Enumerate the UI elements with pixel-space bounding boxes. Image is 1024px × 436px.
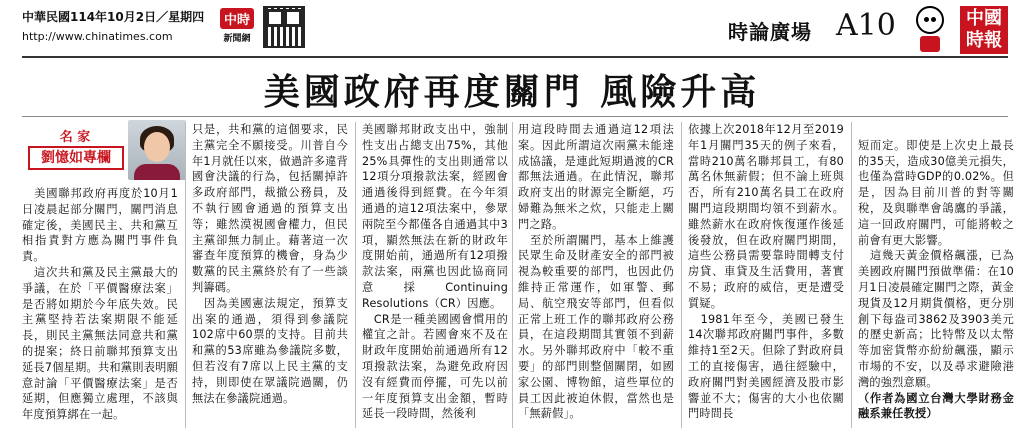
column-6-text: 短而定。即使是上次史上最長的35天，造成30億美元損失，也僅為當時GDP的0.02%。但是，因為目前川普的對等關稅，及與聯準會鴿鷹的爭議，這一回政府關門，可能將較之前會有更大影響。 這幾天黃金價格飆漲，已為美國政府關門預做準備：在10月1日凌晨確定關門之際，黃金現貨及12月期貨價格，更分別創下每盎司3862及3903美元的歷史新高；比特幣及以太幣等加密貨幣亦紛紛飆漲，顯示市場的不安，以及尋求避險港灣的強烈意願。 <box>858 138 1014 389</box>
publication-date: 中華民國114年10月2日／星期四 <box>22 10 205 24</box>
newspaper-logo: 中國時報 <box>960 6 1008 54</box>
article-column-2: 只是，共和黨的這個要求，民主黨完全不願接受。川普自今年1月就任以來，做過許多違背國會決議的行為，包括關掉許多政府部門，裁撤公務員，及不執行國會通過的預算支出等；雖然漠視國會權力，但民主黨卻無力制止。藉著這一次審查年度預算的機會，身為少數黨的民主黨終於有了一些談判籌碼。 因為美國憲法規定，預算支出案的通過，須得到參議院102席中60票的支持。目前共和黨的53席雖為參議院多數，但若沒有7席以上民主黨的支持，則即使在眾議院過關，仍無法在參議院通過。 <box>192 123 348 405</box>
logo-main-text: 中時 <box>220 8 254 29</box>
column-badge <box>22 120 182 182</box>
chinatimes-news-logo <box>216 8 258 48</box>
article-column-3: 美國聯邦財政支出中，強制性支出占總支出75%，其他25%具彈性的支出則通常以12項分項撥款法案，經國會通過後得到經費。在今年須通過的這12項法案中，參眾兩院至今都僅各自通過其中3項，顯然無法在新的財政年度開始前，通過所有12項撥款法案，兩黨也因此協商同意採Continuing Resolutions（CR）因應。 CR是一種美國國會慣用的權宜之計。若國會來不及在財政年度開始前通過所有12項撥款法案，為避免政府因沒有經費而停擺，可先以前一年度預算支出金額，暫時延長一段時間，然後利 <box>362 123 508 421</box>
section-title: 時論廣場 <box>728 20 812 44</box>
qr-code-icon <box>263 6 305 48</box>
column-name: 劉憶如專欄 <box>28 146 124 170</box>
website-url[interactable]: http://www.chinatimes.com <box>22 30 173 43</box>
page-header <box>0 0 1024 60</box>
mascot-icon <box>910 6 950 54</box>
column-divider <box>185 122 186 428</box>
column-divider <box>512 122 513 428</box>
column-divider <box>355 122 356 428</box>
article-column-6 <box>858 122 1014 422</box>
article-column-5: 依據上次2018年12月至2019年1月關門35天的例子來看，當時210萬名聯邦員工，有80萬名休無薪假；但不論上班與否，所有210萬名員工在政府關門這段期間均領不到薪水。雖然薪水在政府恢復運作後延後發放，但在政府關門期間，這些公務員需要靠時間轉支付房貸、車貸及生活費用，著實不易；政府的威信，更是遭受質疑。 1981年至今，美國已發生14次聯邦政府關門事件，多數維持1至2天。但除了對政府員工的直接傷害，過往經驗中，政府關門對美國經濟及股市影響並不大；傷害的大小也依關門時間長 <box>688 123 844 421</box>
page-number: A10 <box>836 8 896 43</box>
author-byline: （作者為國立台灣大學財務金融系兼任教授） <box>858 391 1014 421</box>
article-column-1: 美國聯邦政府再度於10月1日凌晨起部分關門，關門消息確定後，美國民主、共和黨互相指責對方應為關門事件負責。 這次共和黨及民主黨最大的爭議，在於「平價醫療法案」是否將如期於今年底失效。民主黨堅持若法案期限不能延長，則民主黨無法同意共和黨的提案；終日前聯邦預算支出延長7個星期。共和黨則表明願意討論「平價醫療法案」是否延期，但應獨立處理，不該與年度預算綁在一起。 <box>22 187 178 422</box>
article-headline: 美國政府再度關門 風險升高 <box>263 71 761 113</box>
header-divider <box>22 56 1008 58</box>
author-photo <box>128 120 186 180</box>
headline-divider <box>22 116 1008 117</box>
column-divider <box>681 122 682 428</box>
logo-sub-text: 新聞網 <box>223 34 251 44</box>
column-divider <box>851 122 852 428</box>
column-label: 名 家 <box>59 130 91 145</box>
article-column-4: 用這段時間去通過這12項法案。因此所謂這次兩黨未能達成協議，是連此短期過渡的CR都無法通過。在此情況，聯邦政府支出的財源完全斷絕，巧婦難為無米之炊，只能走上關門之路。 至於所謂關門，基本上維護民眾生命及財產安全的部門被視為較重要的部門，也因此仍維持正常運作，如軍警、郵局、航空飛安等部門，但看似正常上班工作的聯邦政府公務員，在這段期間其實領不到薪水。另外聯邦政府中「較不重要」的部門則整個關閉，如國家公園、博物館，這些單位的員工因此被迫休假，當然也是「無薪假」。 <box>518 123 674 421</box>
